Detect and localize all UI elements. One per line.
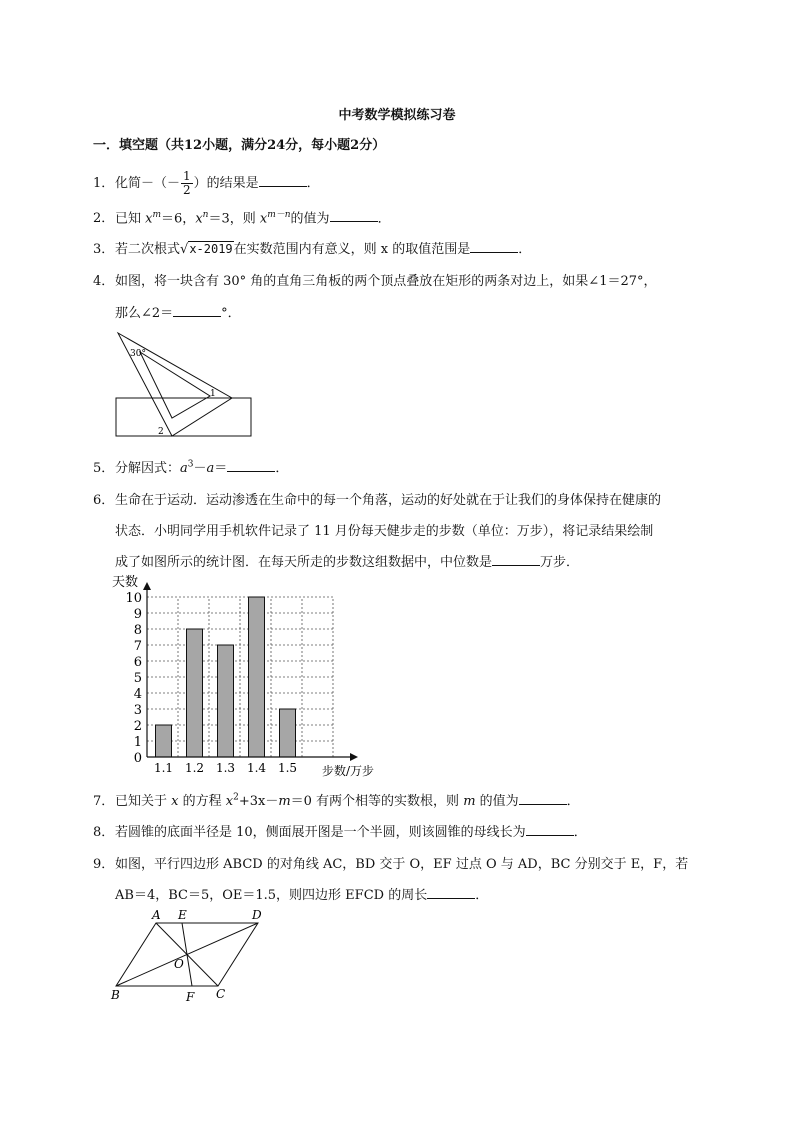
- point-D-label: D: [252, 908, 262, 922]
- question-6-line-2: 状态．小明同学用手机软件记录了 11 月份每天健步走的步数（单位：万步），将记录结果绘制: [115, 524, 654, 539]
- answer-blank[interactable]: [259, 174, 307, 187]
- rectangle: [116, 398, 251, 436]
- y-tick-label: 0: [133, 751, 142, 766]
- x-axis-label: 步数/万步: [322, 764, 375, 778]
- bar-1.1: [156, 725, 172, 757]
- inner-triangle: [140, 352, 210, 418]
- radicand: x-2019: [189, 242, 233, 256]
- section-heading: 一．填空题（共12小题，满分24分，每小题2分）: [93, 138, 386, 153]
- question-5: 5．分解因式：$a^3-a=$ ．: [93, 459, 289, 476]
- answer-blank[interactable]: [227, 459, 275, 472]
- point-C-label: C: [216, 987, 226, 1001]
- y-tick-label: 1: [133, 735, 142, 750]
- segment-EF: [182, 923, 192, 986]
- point-O-label: O: [174, 957, 184, 971]
- page-title: 中考数学模拟练习卷: [338, 108, 456, 123]
- y-tick-label: 4: [133, 687, 142, 702]
- y-tick-label: 10: [125, 591, 142, 606]
- point-B-label: B: [111, 988, 120, 1002]
- x-tick-label: 1.1: [153, 761, 174, 775]
- x-tick-label: 1.4: [246, 761, 267, 775]
- answer-blank[interactable]: [526, 823, 574, 836]
- question-9-line-1: 9．如图，平行四边形 ABCD 的对角线 AC，BD 交于 O，EF 过点 O 与 AD，BC 分别交于 E，F，若: [93, 857, 689, 872]
- bar-1.4: [249, 597, 265, 757]
- bar-1.3: [218, 645, 234, 757]
- answer-blank[interactable]: [427, 886, 475, 899]
- fraction: $\frac{1}{2}$: [183, 169, 191, 197]
- y-tick-label: 2: [133, 719, 142, 734]
- answer-blank[interactable]: [173, 304, 221, 317]
- x-tick-label: 1.3: [215, 761, 236, 775]
- point-A-label: A: [152, 908, 161, 922]
- x-axis-arrow: [350, 753, 358, 761]
- sqrt-sign: √: [180, 242, 189, 257]
- y-axis-arrow: [143, 582, 151, 590]
- step-count-bar-chart: [110, 574, 390, 780]
- question-2: 2．已知 $x^m=6$，$x^n=3$，则 $x^{m-n}$的值为 ．: [93, 210, 391, 227]
- x-tick-label: 1.2: [184, 761, 205, 775]
- question-6-line-3: 成了如图所示的统计图．在每天所走的步数这组数据中，中位数是 万步．: [115, 555, 580, 570]
- question-4-line-1: 4．如图，将一块含有 30° 角的直角三角板的两个顶点叠放在矩形的两条对边上，如果∠1＝27°，: [93, 274, 657, 289]
- x-tick-label: 1.5: [277, 761, 298, 775]
- triangle-rectangle-figure: [110, 330, 255, 442]
- answer-blank[interactable]: [470, 240, 518, 253]
- y-tick-label: 6: [133, 655, 142, 670]
- angle-1-label: 1: [210, 389, 216, 399]
- question-4-line-2: 那么∠2＝ °．: [115, 306, 241, 321]
- question-1: 1．化简－（－ $\frac{1}{2}$ ）的结果是 ．: [93, 169, 320, 197]
- answer-blank[interactable]: [492, 553, 540, 566]
- point-E-label: E: [178, 908, 187, 922]
- y-tick-label: 7: [133, 639, 142, 654]
- answer-blank[interactable]: [519, 792, 567, 805]
- bar-1.2: [187, 629, 203, 757]
- question-8: 8．若圆锥的底面半径是 10，侧面展开图是一个半圆，则该圆锥的母线长为 ．: [93, 825, 587, 840]
- y-tick-label: 8: [133, 623, 142, 638]
- y-tick-label: 3: [133, 703, 142, 718]
- question-7: 7．已知关于 x 的方程 $x^2+3x-m=0$ 有两个相等的实数根，则 m 的值为 ．: [93, 792, 580, 809]
- point-F-label: F: [186, 990, 195, 1004]
- bar-1.5: [280, 709, 296, 757]
- question-6-line-1: 6．生命在于运动．运动渗透在生命中的每一个角落，运动的好处就在于让我们的身体保持在健康的: [93, 493, 662, 508]
- angle-2-label: 2: [158, 427, 164, 437]
- question-3: 3．若二次根式√x-2019在实数范围内有意义，则 x 的取值范围是 ．: [93, 242, 532, 257]
- answer-blank[interactable]: [330, 209, 378, 222]
- question-9-line-2: AB＝4，BC＝5，OE＝1.5，则四边形 EFCD 的周长 ．: [115, 888, 489, 903]
- angle-30-label: 30°: [130, 349, 146, 359]
- y-tick-label: 9: [133, 607, 142, 622]
- y-axis-label: 天数: [112, 575, 139, 590]
- parallelogram-figure: [108, 908, 268, 1004]
- y-tick-label: 5: [133, 671, 142, 686]
